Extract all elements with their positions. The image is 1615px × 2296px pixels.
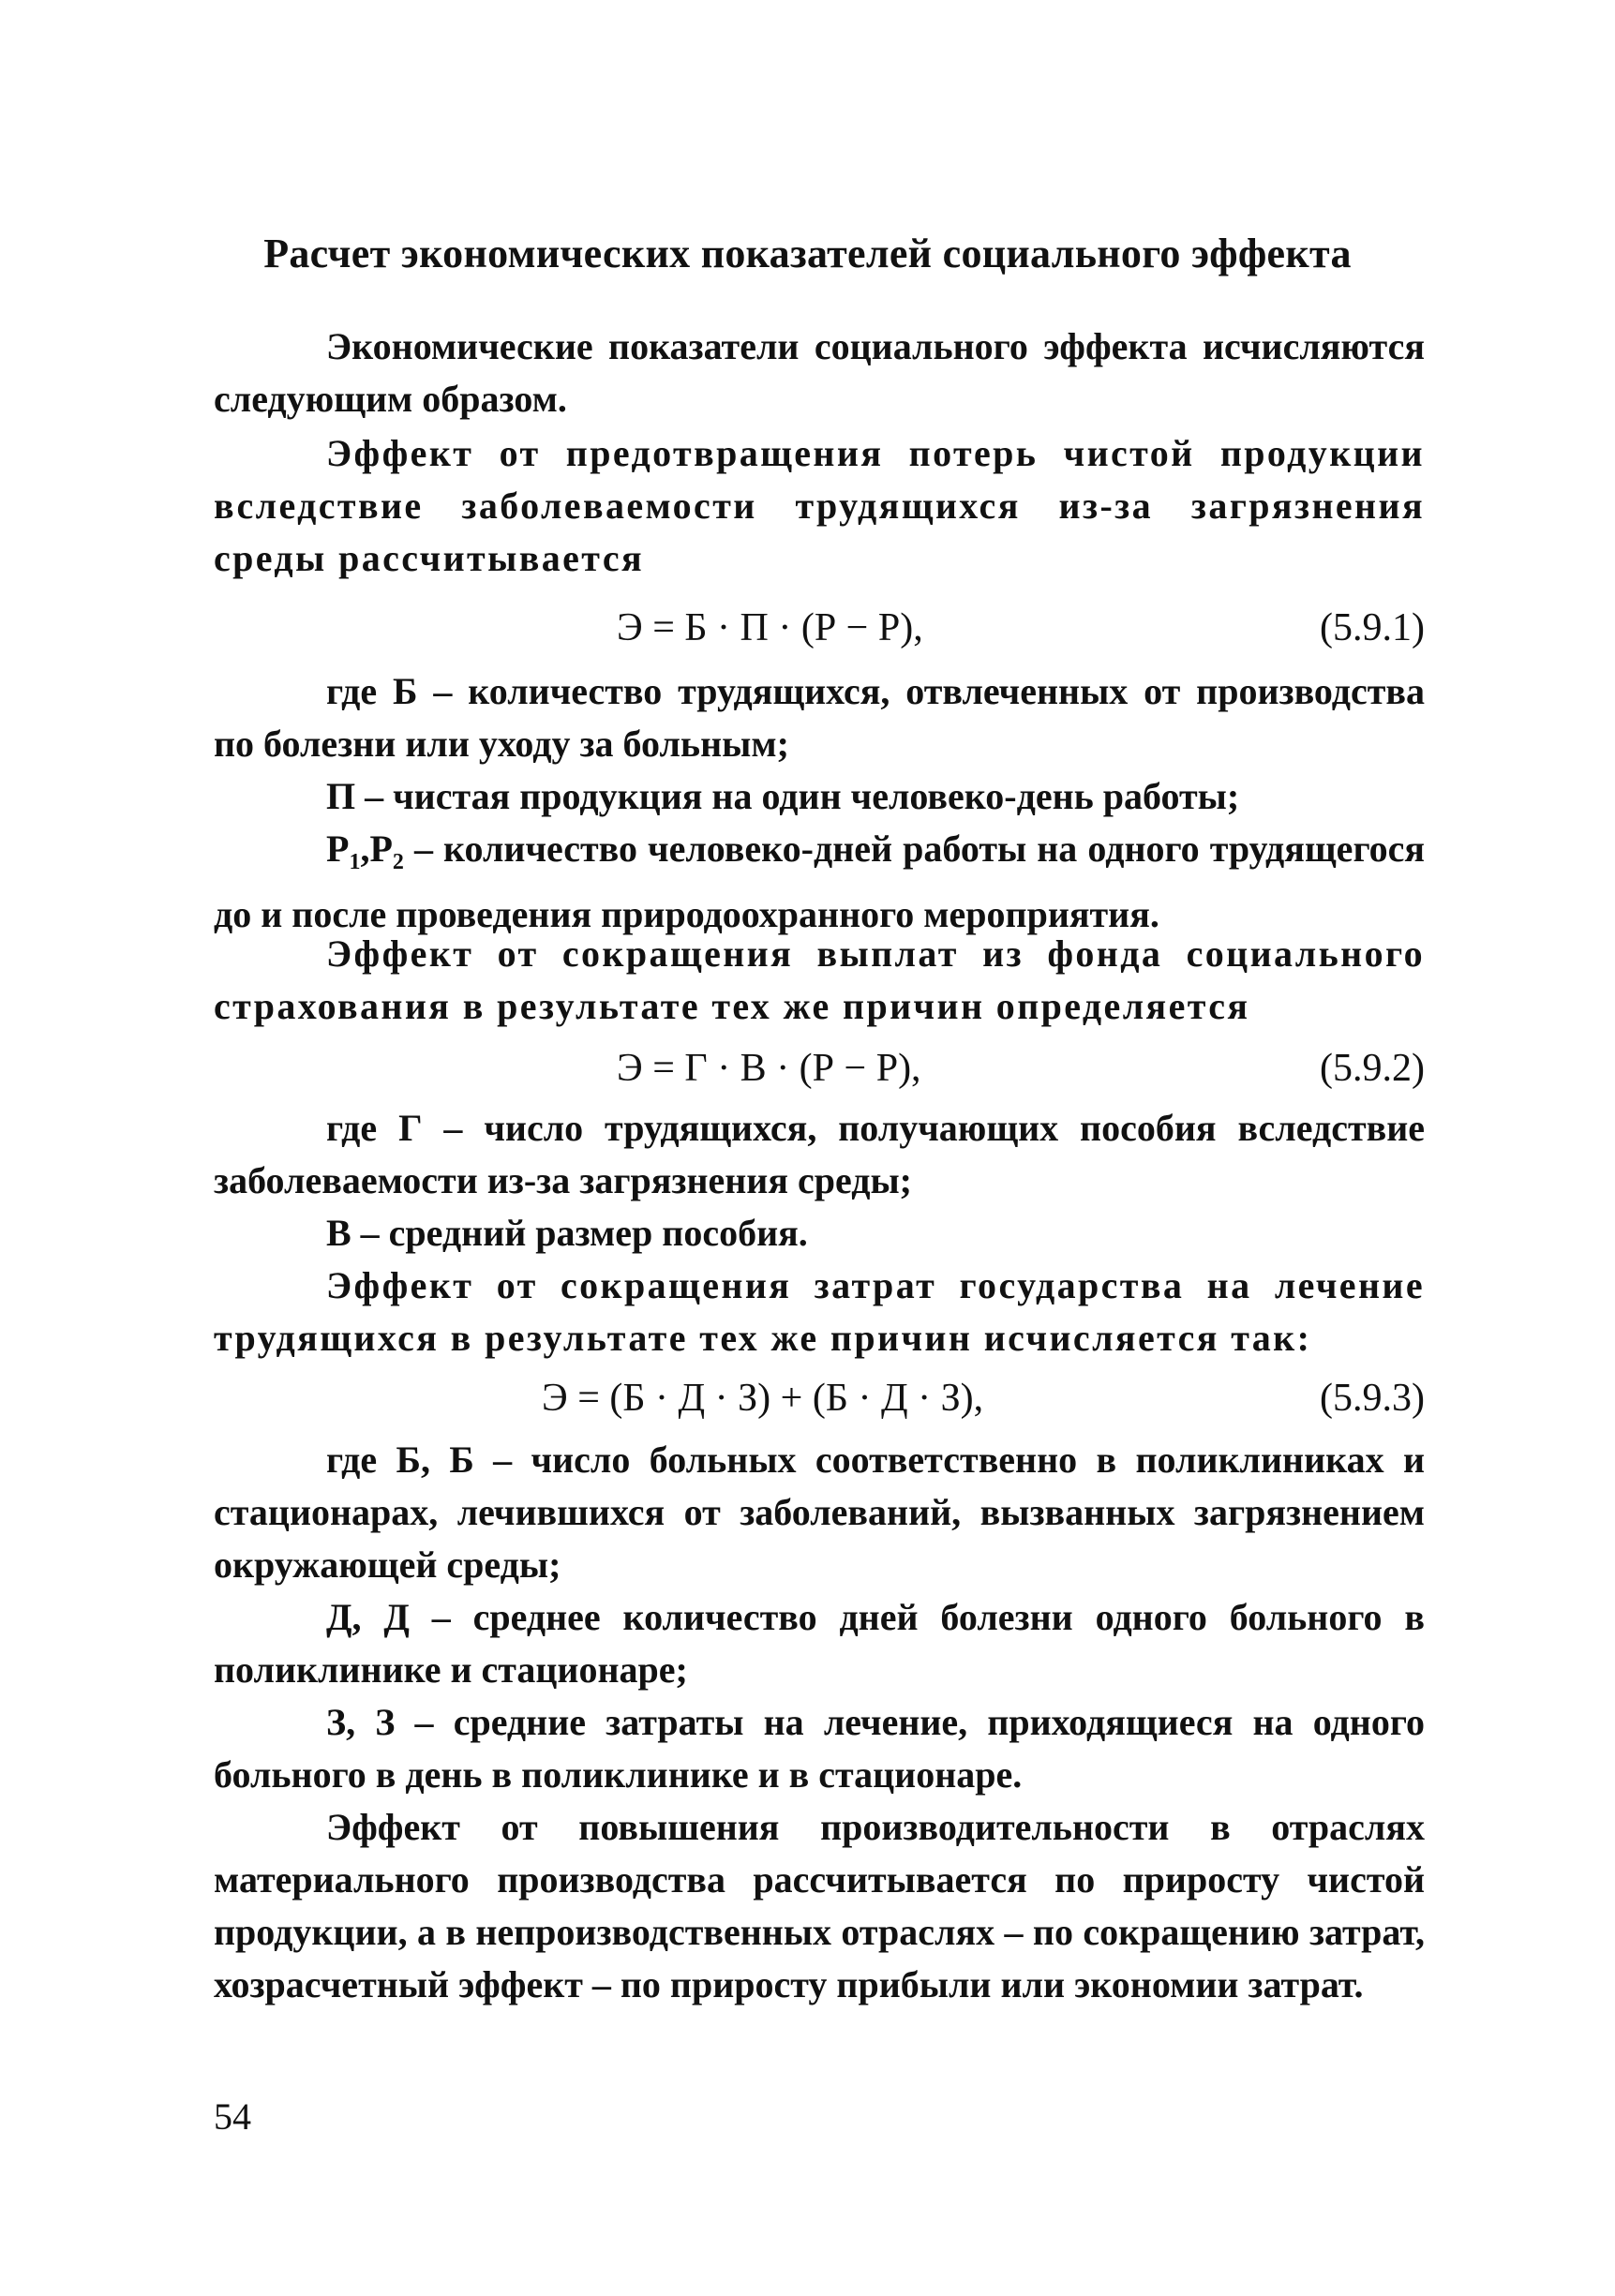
paragraph-p-ch-text: П – чистая продукция на один человеко-день работы; — [326, 775, 1240, 817]
page-number: 54 — [214, 2095, 251, 2138]
paragraph-da-dc — [214, 1591, 1425, 1696]
equation-number-5-9-1: (5.9.1) — [1320, 606, 1425, 649]
paragraph-where-g — [214, 1102, 1425, 1207]
paragraph-effect-productivity — [214, 1801, 1425, 2011]
paragraph-za-zc — [214, 1696, 1425, 1801]
paragraph-effect-treatment-text: Эффект от сокращения затрат государства на лечение трудящихся в результате тех же причин исчисляется так: — [214, 1264, 1425, 1359]
symbol-r: Р — [326, 827, 350, 870]
paragraph-effect-treatment — [214, 1260, 1425, 1364]
paragraph-intro — [214, 321, 1425, 425]
paragraph-effect-insurance-text: Эффект от сокращения выплат из фонда социального страхования в результате тех же причин определяется — [214, 932, 1425, 1027]
paragraph-intro-text: Экономические показатели социального эффекта исчисляются следующим образом. — [214, 325, 1425, 420]
formula-5-9-2: Э = Г · В · (Р − Р), — [617, 1047, 921, 1090]
equation-number-5-9-3: (5.9.3) — [1320, 1377, 1425, 1420]
symbol-r: ,Р — [360, 827, 393, 870]
paragraph-effect-productivity-text: Эффект от повышения производительности в отраслях материального производства рассчитывается по приросту чистой продукции, а в непроизводственных отраслях – по сокращению затрат, хозрасчетный эффект – по приросту прибыли или экономии затрат. — [214, 1806, 1425, 2005]
page-title: Расчет экономических показателей социального эффекта — [263, 231, 1352, 276]
paragraph-where-ba-bc-text: где Б, Б – число больных соответственно в поликлиниках и стационарах, лечившихся от заболеваний, вызванных загрязнением окружающей среды; — [214, 1439, 1425, 1586]
paragraph-where-b-text: где Б – количество трудящихся, отвлеченных от производства по болезни или уходу за больным; — [214, 670, 1425, 765]
formula-5-9-3-row — [214, 1370, 1425, 1426]
paragraph-effect-production-text: Эффект от предотвращения потерь чистой продукции вследствие заболеваемости трудящихся из-за загрязнения среды рассчитывается — [214, 432, 1425, 579]
paragraph-p-ch — [214, 770, 1425, 823]
formula-5-9-1-row — [214, 600, 1425, 656]
paragraph-effect-insurance — [214, 928, 1425, 1033]
paragraph-v-p-text: В – средний размер пособия. — [326, 1212, 808, 1254]
paragraph-r1-r2 — [214, 823, 1425, 941]
paragraph-where-g-text: где Г – число трудящихся, получающих пособия вследствие заболеваемости из-за загрязнения среды; — [214, 1107, 1425, 1201]
formula-5-9-3: Э = (Б · Д · З) + (Б · Д · З), — [542, 1377, 984, 1420]
paragraph-da-dc-text: Д, Д – среднее количество дней болезни одного больного в поликлинике и стационаре; — [214, 1596, 1425, 1691]
paragraph-where-b — [214, 665, 1425, 770]
paragraph-za-zc-text: З, З – средние затраты на лечение, приходящиеся на одного больного в день в поликлинике и в стационаре. — [214, 1701, 1425, 1796]
formula-5-9-2-row — [214, 1040, 1425, 1096]
equation-number-5-9-2: (5.9.2) — [1320, 1047, 1425, 1090]
subscript-2: 2 — [392, 850, 404, 874]
subscript-1: 1 — [349, 850, 361, 874]
paragraph-r1-r2-text: – количество человеко-дней работы на одного трудящегося до и после проведения природоохранного мероприятия. — [214, 827, 1426, 935]
paragraph-v-p — [214, 1207, 1425, 1260]
paragraph-where-ba-bc — [214, 1434, 1425, 1591]
formula-5-9-1: Э = Б · П · (Р − Р), — [617, 606, 923, 649]
paragraph-effect-production — [214, 427, 1425, 585]
